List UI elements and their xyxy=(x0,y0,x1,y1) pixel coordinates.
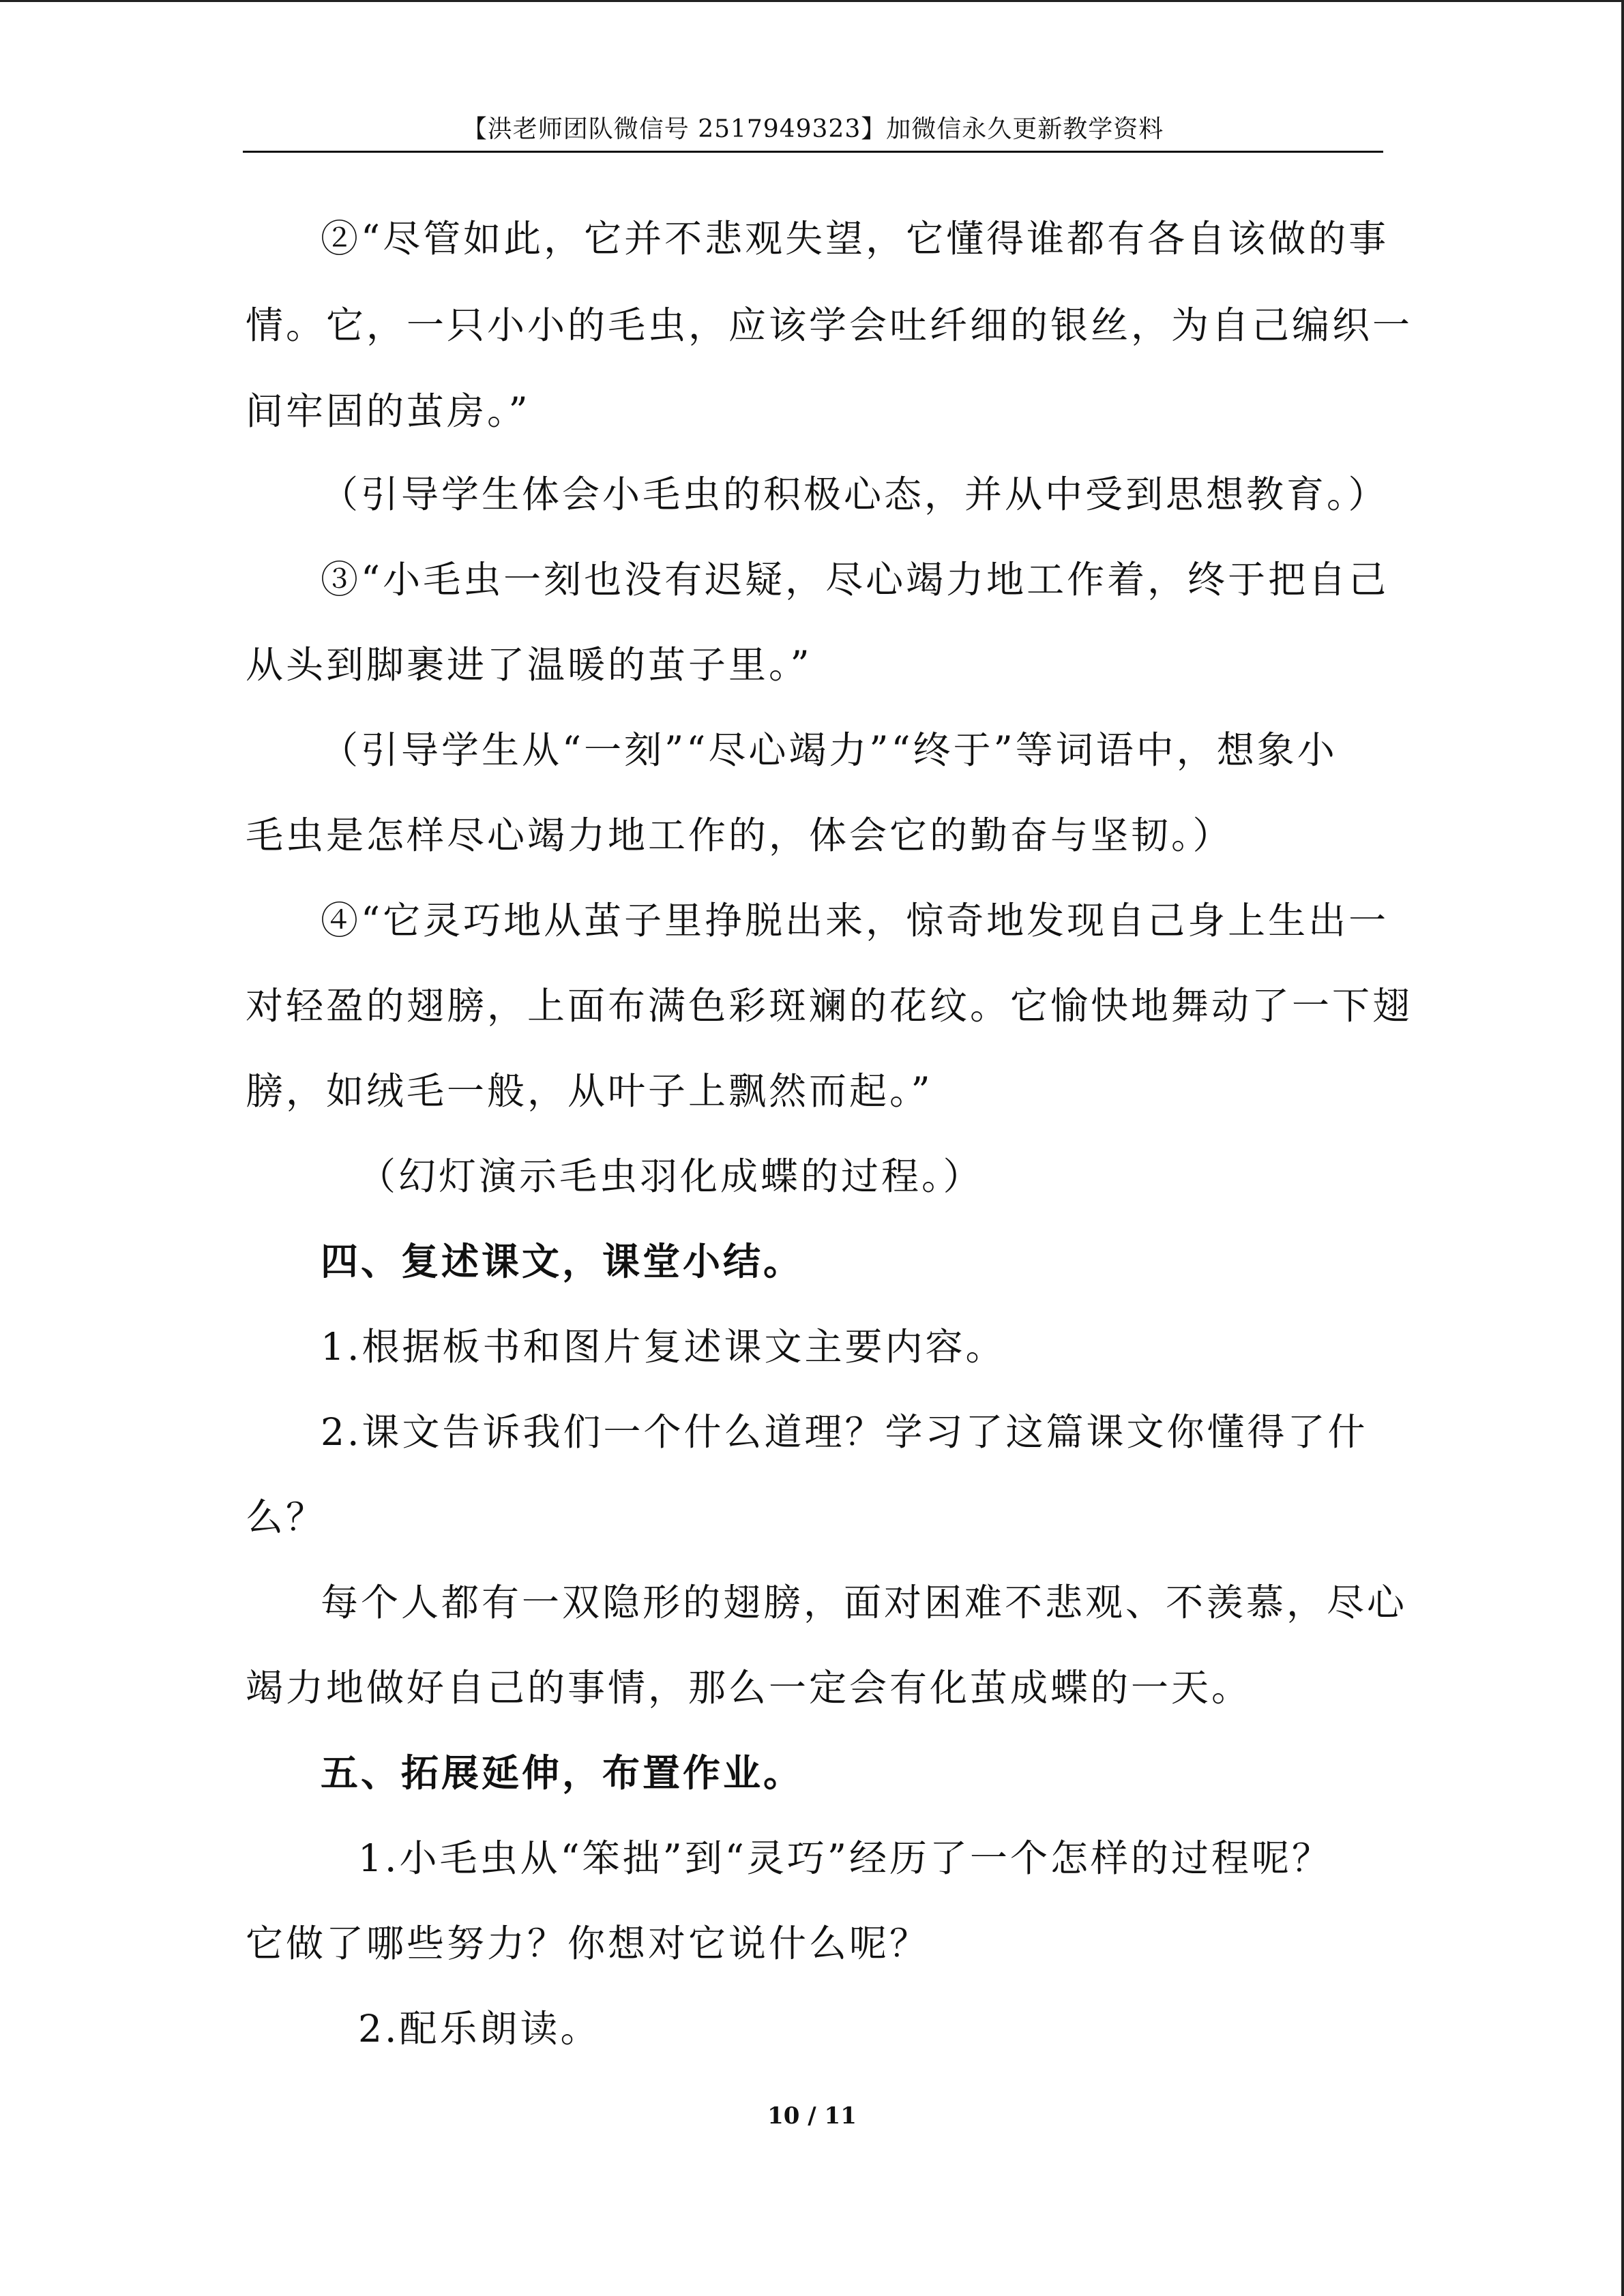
header-divider xyxy=(243,151,1383,153)
section-heading: 五、拓展延伸，布置作业。 xyxy=(321,1750,804,1795)
paragraph-line: （引导学生从“一刻”“尽心竭力”“终于”等词语中，想象小 xyxy=(321,728,1338,772)
paragraph-line: ③“小毛虫一刻也没有迟疑，尽心竭力地工作着，终于把自己 xyxy=(321,558,1389,601)
paragraph-line: ④“它灵巧地从茧子里挣脱出来，惊奇地发现自己身上生出一 xyxy=(321,899,1389,942)
paragraph-line: （引导学生体会小毛虫的积极心态，并从中受到思想教育。） xyxy=(321,473,1389,516)
paragraph-line: 对轻盈的翅膀，上面布满色彩斑斓的花纹。它愉快地舞动了一下翅 xyxy=(246,984,1413,1028)
page-header: 【洪老师团队微信号 2517949323】加微信永久更新教学资料 xyxy=(462,115,1164,143)
page-top-border xyxy=(0,0,1624,2)
section-heading: 四、复述课文，课堂小结。 xyxy=(321,1239,804,1283)
page-right-border xyxy=(1621,0,1624,2296)
paragraph-line: 间牢固的茧房。” xyxy=(246,389,531,433)
list-item: 1.根据板书和图片复述课文主要内容。 xyxy=(321,1325,1006,1369)
paragraph-line: 情。它，一只小小的毛虫，应该学会吐纤细的银丝，为自己编织一 xyxy=(246,303,1413,347)
paragraph-line: 毛虫是怎样尽心竭力地工作的，体会它的勤奋与坚韧。） xyxy=(246,814,1233,857)
paragraph-line: 么？ xyxy=(246,1495,327,1539)
paragraph-line: 从头到脚裹进了温暖的茧子里。” xyxy=(246,643,812,687)
paragraph-line: 膀，如绒毛一般，从叶子上飘然而起。” xyxy=(246,1069,933,1113)
paragraph-line: （幻灯演示毛虫羽化成蝶的过程。） xyxy=(358,1154,984,1198)
page-number: 10 / 11 xyxy=(767,2102,857,2130)
list-item: 2.配乐朗读。 xyxy=(358,2007,601,2051)
paragraph-line: 竭力地做好自己的事情，那么一定会有化茧成蝶的一天。 xyxy=(246,1666,1252,1710)
list-item: 1.小毛虫从“笨拙”到“灵巧”经历了一个怎样的过程呢？ xyxy=(358,1836,1332,1880)
paragraph-line: 它做了哪些努力？你想对它说什么呢？ xyxy=(246,1922,930,1965)
paragraph-line: ②“尽管如此，它并不悲观失望，它懂得谁都有各自该做的事 xyxy=(321,217,1389,260)
list-item: 2.课文告诉我们一个什么道理？学习了这篇课文你懂得了什 xyxy=(321,1410,1368,1454)
paragraph-line: 每个人都有一双隐形的翅膀，面对困难不悲观、不羡慕，尽心 xyxy=(321,1581,1408,1624)
